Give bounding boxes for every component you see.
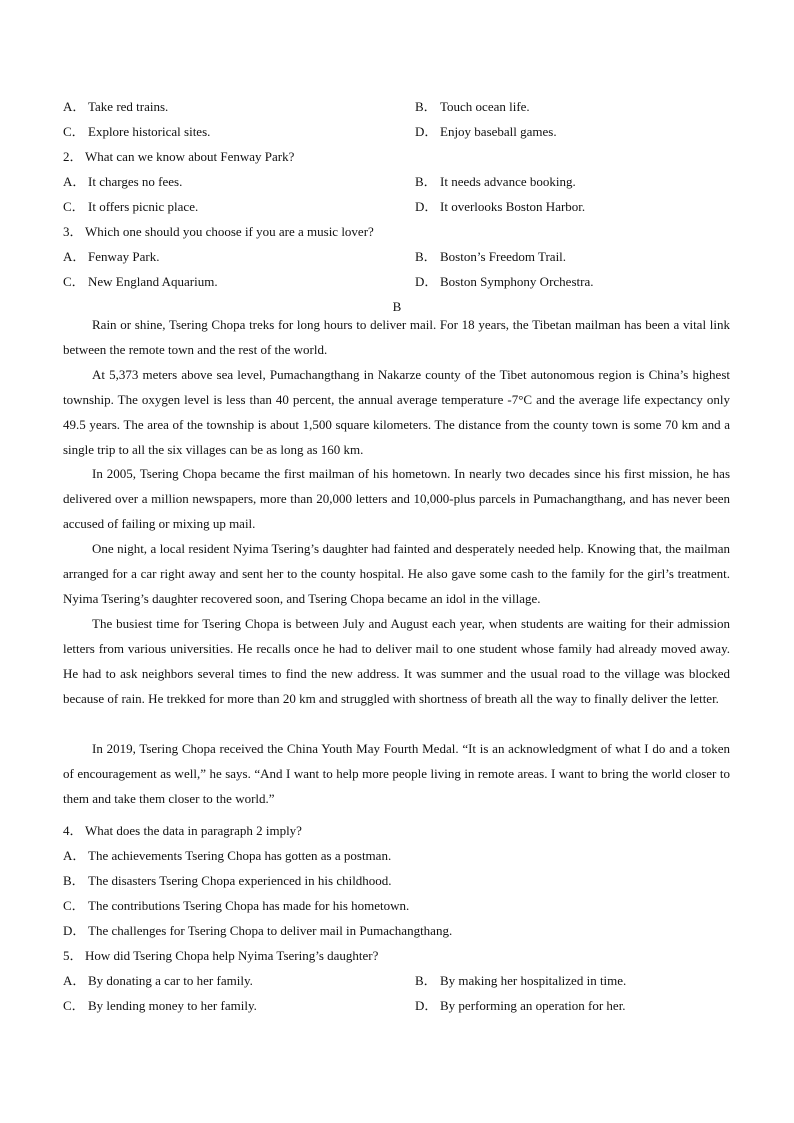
question-number: 5． (63, 948, 83, 963)
q1-option-a (63, 99, 168, 115)
q5-option-a (63, 973, 253, 989)
q3-stem (63, 224, 374, 240)
passage-paragraph-2: At 5,373 meters above sea level, Pumachangthang in Nakarze county of the Tibet autonomous region is China’s highest township. The oxygen level is less than 40 percent, the annual average temperature -7°C and the average life expectancy only 49.5 years. The area of the township is about 1,500 square kilometers. The distance from the county town is some 70 km and a single trip to all the six villages can be as long as 160 km. (63, 367, 730, 457)
option-text: Explore historical sites. (88, 124, 211, 139)
q2-stem (63, 149, 294, 165)
q4-stem (63, 823, 302, 839)
q4-option-d (63, 923, 452, 939)
option-label: A． (63, 99, 86, 114)
option-text: It overlooks Boston Harbor. (440, 199, 586, 214)
q5-option-c (63, 998, 257, 1014)
option-text: By performing an operation for her. (440, 998, 626, 1013)
option-label: C． (63, 124, 85, 139)
option-label: B． (415, 174, 437, 189)
q2-option-a (63, 174, 182, 190)
q1-option-b (415, 99, 530, 115)
option-text: Boston’s Freedom Trail. (440, 249, 567, 264)
question-text: Which one should you choose if you are a music lover? (85, 224, 374, 239)
question-number: 4． (63, 823, 83, 838)
option-text: The achievements Tsering Chopa has gotten as a postman. (88, 848, 392, 863)
question-text: What can we know about Fenway Park? (85, 149, 295, 164)
option-text: The challenges for Tsering Chopa to deliver mail in Pumachangthang. (88, 923, 453, 938)
option-text: The contributions Tsering Chopa has made for his hometown. (88, 898, 410, 913)
passage-paragraph-1: Rain or shine, Tsering Chopa treks for long hours to deliver mail. For 18 years, the Tibetan mailman has been a vital link between the remote town and the rest of the world. (63, 317, 730, 357)
option-text: By lending money to her family. (88, 998, 257, 1013)
q2-option-d (415, 199, 585, 215)
option-text: Take red trains. (88, 99, 169, 114)
option-text: New England Aquarium. (88, 274, 218, 289)
option-label: B． (415, 973, 437, 988)
passage-paragraph-5: The busiest time for Tsering Chopa is between July and August each year, when students are waiting for their admission letters from various universities. He recalls once he had to deliver mail to one student whose family had already moved away. He had to ask neighbors several times to find the new address. It was summer and the usual road to the village was blocked because of rain. He trekked for more than 20 km and struggled with shortness of breath all the way to finally deliver the letter. (63, 616, 730, 706)
passage-paragraph-4: One night, a local resident Nyima Tsering’s daughter had fainted and desperately needed help. Knowing that, the mailman arranged for a car right away and sent her to the county hospital. He also gave some cash to the family for the girl’s treatment. Nyima Tsering’s daughter recovered soon, and Tsering Chopa became an idol in the village. (63, 541, 730, 606)
q3-option-a (63, 249, 160, 265)
option-label: A． (63, 973, 86, 988)
q3-option-c (63, 274, 218, 290)
q4-option-a (63, 848, 391, 864)
option-label: C． (63, 274, 85, 289)
option-label: D． (415, 199, 438, 214)
option-text: It needs advance booking. (440, 174, 576, 189)
option-text: It charges no fees. (88, 174, 183, 189)
option-label: A． (63, 249, 86, 264)
option-label: B． (415, 99, 437, 114)
option-label: C． (63, 199, 85, 214)
passage-paragraph-3: In 2005, Tsering Chopa became the first mailman of his hometown. In nearly two decades since his first mission, he has delivered over a million newspapers, more than 20,000 letters and 10,000-plus parcels in Pumachangthang, and has never been accused of failing or mixing up mail. (63, 466, 730, 531)
option-label: D． (415, 274, 438, 289)
question-text: What does the data in paragraph 2 imply? (85, 823, 302, 838)
q3-option-d (415, 274, 593, 290)
option-text: It offers picnic place. (88, 199, 199, 214)
section-heading: B (392, 299, 402, 314)
option-label: C． (63, 998, 85, 1013)
option-text: By donating a car to her family. (88, 973, 253, 988)
option-label: A． (63, 174, 86, 189)
question-text: How did Tsering Chopa help Nyima Tsering’s daughter? (85, 948, 379, 963)
option-text: Boston Symphony Orchestra. (440, 274, 594, 289)
q5-option-d (415, 998, 626, 1014)
question-number: 2． (63, 149, 83, 164)
q4-option-b (63, 873, 392, 889)
option-text: Touch ocean life. (440, 99, 530, 114)
option-label: A． (63, 848, 86, 863)
q2-option-b (415, 174, 576, 190)
q1-option-d (415, 124, 557, 140)
q5-option-b (415, 973, 626, 989)
q2-option-c (63, 199, 198, 215)
option-label: B． (415, 249, 437, 264)
option-label: D． (415, 998, 438, 1013)
option-text: Fenway Park. (88, 249, 160, 264)
passage-paragraph-6: In 2019, Tsering Chopa received the China Youth May Fourth Medal. “It is an acknowledgment of what I do and a token of encouragement as well,” he says. “And I want to help more people living in remote areas. I want to bring the world closer to them and take them closer to the world.” (63, 741, 730, 806)
q1-option-c (63, 124, 210, 140)
q3-option-b (415, 249, 566, 265)
option-text: The disasters Tsering Chopa experienced in his childhood. (88, 873, 392, 888)
q5-stem (63, 948, 378, 964)
option-label: D． (415, 124, 438, 139)
q4-option-c (63, 898, 409, 914)
option-label: D． (63, 923, 86, 938)
option-label: C． (63, 898, 85, 913)
option-text: By making her hospitalized in time. (440, 973, 627, 988)
option-text: Enjoy baseball games. (440, 124, 557, 139)
question-number: 3． (63, 224, 83, 239)
option-label: B． (63, 873, 85, 888)
